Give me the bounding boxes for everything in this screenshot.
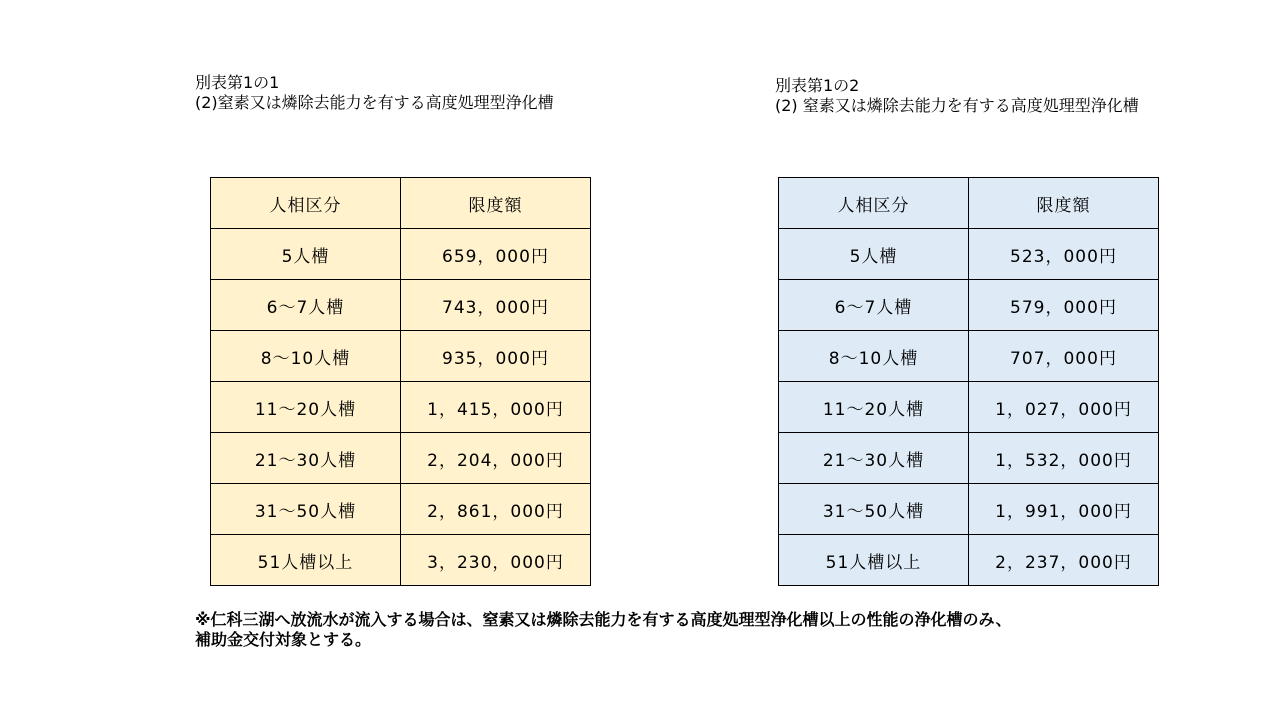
table-row [211, 433, 591, 484]
header-category: 人相区分 [779, 178, 969, 229]
table-row [779, 331, 1159, 382]
table-row [211, 535, 591, 586]
cell-category: 8～10人槽 [779, 331, 969, 382]
cell-limit: 707，000円 [969, 331, 1159, 382]
footnote [195, 610, 1012, 650]
footnote-line2: 補助金交付対象とする。 [195, 630, 372, 649]
right-table-title-line2: (2) 窒素又は燐除去能力を有する高度処理型浄化槽 [775, 96, 1139, 115]
left-table-title-line1: 別表第1の1 [195, 73, 280, 92]
table-header-row [211, 178, 591, 229]
header-limit: 限度額 [401, 178, 591, 229]
header-category: 人相区分 [211, 178, 401, 229]
cell-category: 11～20人槽 [779, 382, 969, 433]
cell-limit: 523，000円 [969, 229, 1159, 280]
cell-limit: 935，000円 [401, 331, 591, 382]
cell-category: 21～30人槽 [779, 433, 969, 484]
table-row [779, 382, 1159, 433]
cell-limit: 1，027，000円 [969, 382, 1159, 433]
right-table-title-line1: 別表第1の2 [775, 76, 860, 95]
right-limit-table [778, 177, 1159, 586]
left-limit-table [210, 177, 591, 586]
cell-category: 6～7人槽 [779, 280, 969, 331]
cell-limit: 2，204，000円 [401, 433, 591, 484]
cell-limit: 1，991，000円 [969, 484, 1159, 535]
cell-category: 8～10人槽 [211, 331, 401, 382]
cell-limit: 3，230，000円 [401, 535, 591, 586]
cell-category: 5人槽 [211, 229, 401, 280]
table-row [211, 280, 591, 331]
table-header-row [779, 178, 1159, 229]
table-row [779, 433, 1159, 484]
table-row [211, 484, 591, 535]
table-row [779, 280, 1159, 331]
table-row [779, 535, 1159, 586]
cell-category: 51人槽以上 [779, 535, 969, 586]
table-row [779, 229, 1159, 280]
cell-limit: 579，000円 [969, 280, 1159, 331]
cell-category: 11～20人槽 [211, 382, 401, 433]
footnote-line1: ※仁科三湖へ放流水が流入する場合は、窒素又は燐除去能力を有する高度処理型浄化槽以上の性能の浄化槽のみ、 [195, 610, 1012, 629]
right-table-heading [775, 76, 1139, 116]
cell-limit: 659，000円 [401, 229, 591, 280]
table-row [211, 331, 591, 382]
cell-limit: 2，237，000円 [969, 535, 1159, 586]
left-table-heading [195, 73, 554, 113]
cell-category: 6～7人槽 [211, 280, 401, 331]
header-limit: 限度額 [969, 178, 1159, 229]
cell-limit: 743，000円 [401, 280, 591, 331]
cell-category: 51人槽以上 [211, 535, 401, 586]
cell-limit: 1，532，000円 [969, 433, 1159, 484]
table-row [211, 382, 591, 433]
cell-limit: 2，861，000円 [401, 484, 591, 535]
cell-limit: 1，415，000円 [401, 382, 591, 433]
cell-category: 21～30人槽 [211, 433, 401, 484]
table-row [211, 229, 591, 280]
cell-category: 31～50人槽 [779, 484, 969, 535]
left-table-title-line2: (2)窒素又は燐除去能力を有する高度処理型浄化槽 [195, 93, 554, 112]
table-row [779, 484, 1159, 535]
cell-category: 5人槽 [779, 229, 969, 280]
cell-category: 31～50人槽 [211, 484, 401, 535]
